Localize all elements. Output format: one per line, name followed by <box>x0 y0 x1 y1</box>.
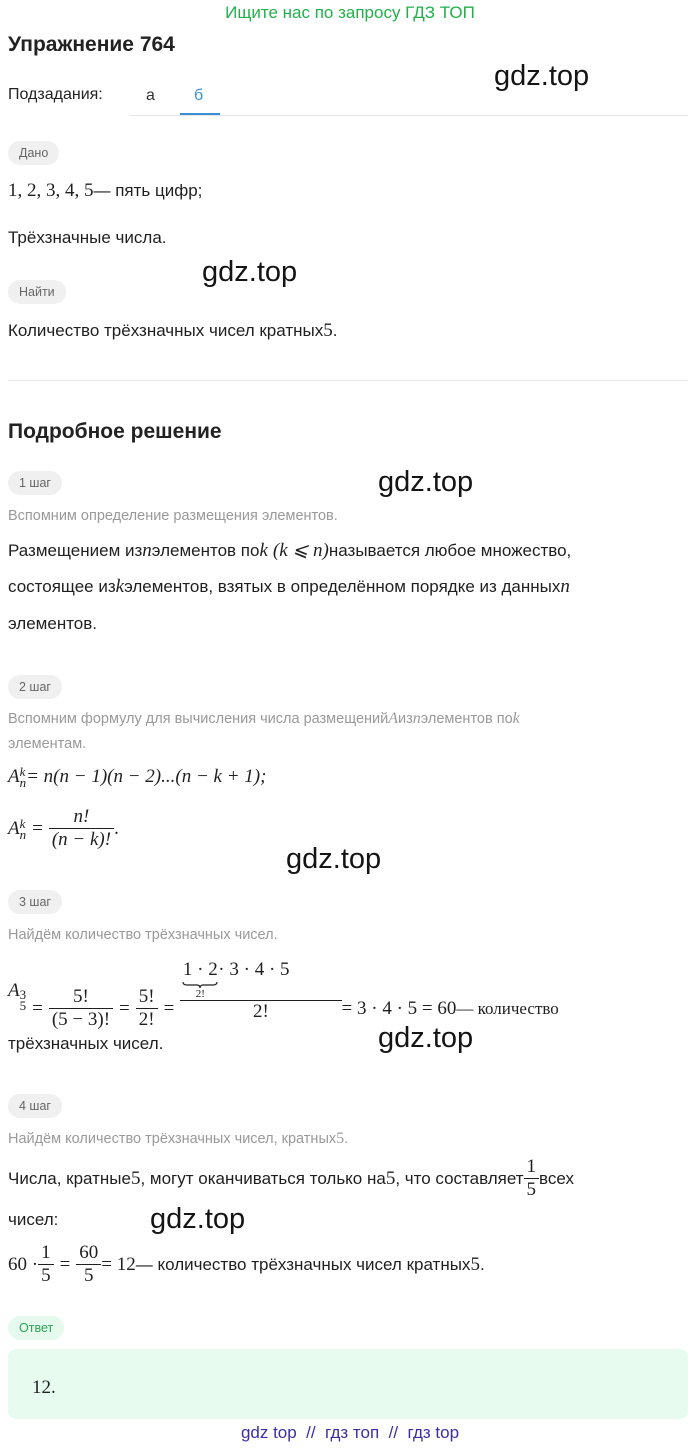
step-3-result: = 3 · 4 · 5 = 60 <box>341 997 457 1019</box>
formula-2-end: . <box>114 817 119 839</box>
step-1-text: состоящее из <box>8 577 116 596</box>
fraction-sixty-fifths <box>76 1242 101 1287</box>
step-4-line-1 <box>8 1156 574 1201</box>
step-4-text: всех <box>539 1168 574 1188</box>
fraction-3-numerator-rest: · 3 · 4 · 5 <box>218 958 290 980</box>
footer-links[interactable]: gdz top // гдз топ // гдз top <box>240 1423 460 1442</box>
step-2-hint: элементов по <box>420 711 513 727</box>
step-4-text: Числа, кратные <box>8 1168 131 1188</box>
step-4-line-2: чисел: <box>8 1210 59 1229</box>
section-divider <box>8 380 688 381</box>
var-n: n <box>142 539 152 561</box>
tab-b[interactable]: б <box>194 87 204 104</box>
fraction-denominator: 2! <box>136 1008 158 1031</box>
math-five: 5 <box>130 1167 141 1189</box>
var-a: A <box>388 710 399 727</box>
step-2-hint: из <box>398 711 413 727</box>
given-line-1-text: — пять цифр; <box>93 181 203 200</box>
digits-math: 1, 2, 3, 4, 5 <box>8 180 94 201</box>
step-4-hint-end: . <box>344 1131 349 1147</box>
fraction-denominator: 2! <box>180 1000 341 1023</box>
find-pill: Найти <box>8 280 66 304</box>
step-3-tail: — количество <box>456 998 559 1018</box>
solution-title: Подробное решение <box>8 420 222 443</box>
step-4-pill: 4 шаг <box>8 1094 62 1118</box>
subtasks-label: Подзадания: <box>8 86 103 103</box>
var-a: A <box>8 766 20 787</box>
fraction-denominator: (5 − 3)! <box>49 1008 113 1031</box>
step-1-text: называется любое множество, <box>328 540 572 560</box>
find-text: Количество трёхзначных чисел кратных <box>8 321 324 340</box>
watermark: gdz.top <box>494 60 590 92</box>
step-1-line-3: элементов. <box>8 614 98 633</box>
step-4-hint-text: Найдём количество трёхзначных чисел, кратных <box>8 1131 337 1147</box>
answer-value: 12. <box>32 1377 56 1398</box>
superscript-k: k <box>19 764 26 779</box>
equals-sign: = <box>163 997 175 1019</box>
fraction-numerator: 5! <box>73 986 89 1007</box>
given-line-2: Трёхзначные числа. <box>8 228 167 247</box>
superscript-3: 3 <box>19 986 27 1002</box>
var-k: k <box>115 576 125 597</box>
watermark: gdz.top <box>378 466 474 498</box>
step-4-text: , могут оканчиваться только на <box>140 1168 386 1188</box>
answer-pill: Ответ <box>8 1316 64 1340</box>
calc-lead: 60 · <box>8 1253 39 1275</box>
step-1-line-1 <box>8 539 571 562</box>
page-title: Упражнение 764 <box>8 33 175 56</box>
fraction-numerator: 1 <box>526 1156 537 1177</box>
calc-text: — количество трёхзначных чисел кратных <box>135 1254 471 1274</box>
subscript-n: n <box>19 775 27 790</box>
equals-sign: = <box>119 997 130 1019</box>
answer-box <box>8 1349 688 1419</box>
step-1-text: элементов по <box>151 540 260 560</box>
var-k: k <box>512 710 520 727</box>
watermark: gdz.top <box>286 843 382 875</box>
var-a: A <box>8 817 20 839</box>
fraction-one-fifth <box>38 1242 54 1287</box>
equals-sign: = <box>59 1253 71 1275</box>
step-1-text: элементов, взятых в определённом порядке из данных <box>124 577 561 596</box>
formula-2 <box>8 806 119 851</box>
math-five: 5 <box>385 1167 396 1189</box>
find-math: 5 <box>323 320 333 341</box>
var-k: k <box>259 539 268 561</box>
watermark: gdz.top <box>378 1022 474 1054</box>
watermark: gdz.top <box>150 1203 246 1235</box>
fraction-numerator: 1 <box>41 1242 51 1263</box>
fraction-numerator: 5! <box>138 986 155 1007</box>
step-1-line-2 <box>8 576 570 598</box>
subscript-5: 5 <box>19 997 27 1013</box>
subscript-n: n <box>19 826 27 842</box>
step-2-hint-line-2: элементам. <box>8 736 87 752</box>
fraction-numerator: n! <box>73 806 90 827</box>
superscript-k: k <box>19 815 26 831</box>
step-2-hint-line-1 <box>8 710 520 728</box>
step-2-hint: Вспомним формулу для вычисления числа размещений <box>8 711 389 727</box>
watermark: gdz.top <box>202 256 298 288</box>
step-1-text: Размещением из <box>8 540 143 560</box>
top-banner[interactable]: Ищите нас по запросу ГДЗ ТОП <box>225 3 475 22</box>
active-tab-indicator <box>180 113 220 115</box>
step-1-pill: 1 шаг <box>8 471 62 495</box>
fraction-3-numerator <box>180 959 341 1000</box>
fraction-one-fifth <box>524 1156 540 1201</box>
step-3-pill: 3 шаг <box>8 890 62 914</box>
calc-end: . <box>479 1254 485 1274</box>
tab-a[interactable]: а <box>146 87 155 104</box>
fraction-numerator: 60 <box>79 1242 99 1263</box>
step-4-hint <box>8 1130 348 1148</box>
step-3-hint: Найдём количество трёхзначных чисел. <box>8 927 278 943</box>
condition-math: (k ⩽ n) <box>272 540 329 561</box>
fraction-denominator: 5 <box>76 1264 101 1287</box>
tabs-divider <box>130 115 688 116</box>
fraction-denominator: 5 <box>38 1264 54 1287</box>
underbrace-label: 2! <box>195 987 205 1000</box>
var-n: n <box>560 576 570 597</box>
fraction-denominator: 5 <box>524 1178 540 1201</box>
equals-sign: = <box>32 817 43 839</box>
underbrace-content: 1 · 2 <box>182 958 218 980</box>
calc-result: = 12 <box>101 1253 136 1275</box>
formula-1 <box>8 766 266 788</box>
var-n: n <box>412 710 421 727</box>
step-1-hint: Вспомним определение размещения элементов. <box>8 508 338 524</box>
fraction-denominator: (n − k)! <box>49 828 114 851</box>
underbrace-group <box>182 959 218 1000</box>
given-pill: Дано <box>8 141 59 165</box>
step-4-hint-math: 5 <box>336 1130 345 1147</box>
fraction-3 <box>180 959 341 1023</box>
step-3-formula <box>8 950 559 1031</box>
find-line <box>8 320 337 342</box>
step-4-text: , что составляет <box>395 1168 524 1188</box>
formula-1-rhs: = n(n − 1)(n − 2)...(n − k + 1); <box>26 766 267 787</box>
fraction-2 <box>136 986 158 1031</box>
step-3-line-2: трёхзначных чисел. <box>8 1034 164 1053</box>
math-five: 5 <box>470 1253 480 1275</box>
given-line-1 <box>8 180 202 202</box>
step-2-pill: 2 шаг <box>8 675 62 699</box>
find-end: . <box>332 321 338 340</box>
equals-sign: = <box>32 997 43 1019</box>
fraction-1 <box>49 986 113 1031</box>
var-a: A <box>8 979 20 1001</box>
step-4-calc <box>8 1242 485 1287</box>
formula-2-fraction <box>49 806 114 851</box>
